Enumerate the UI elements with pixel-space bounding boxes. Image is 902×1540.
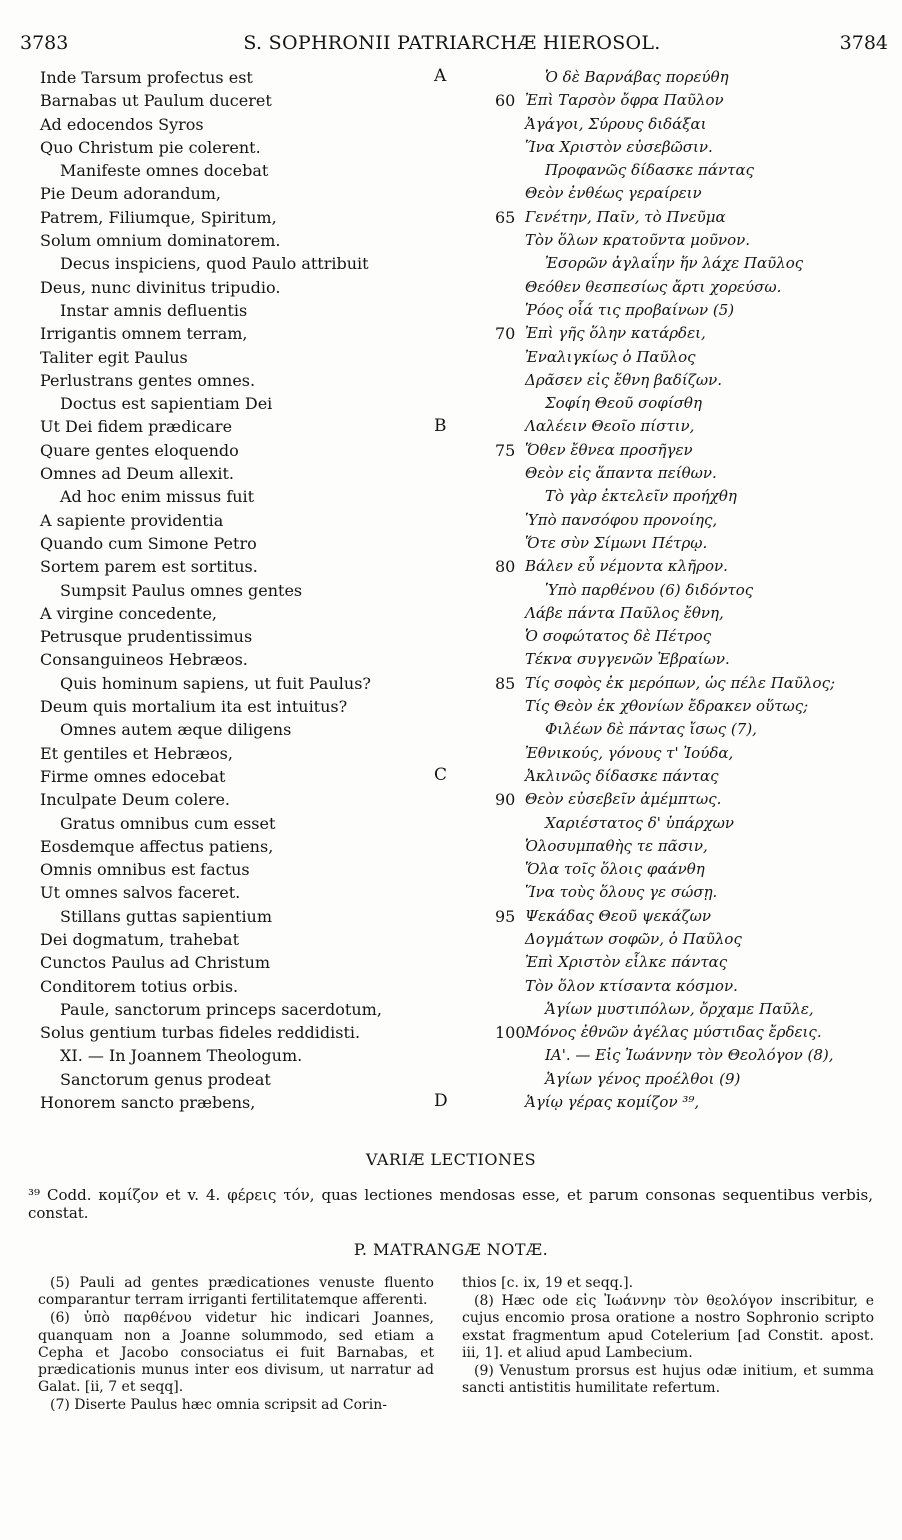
greek-verse-text: Τίς σοφὸς ἐκ μερόπων, ὡς πέλε Παῦλος;	[525, 673, 836, 692]
greek-verse-text: Ἵνα τοὺς ὅλους γε σώσῃ.	[525, 883, 718, 902]
latin-line: Sumpsit Paulus omnes gentes	[60, 580, 303, 600]
greek-line	[495, 1068, 895, 1091]
latin-line: Quo Christum pie colerent.	[40, 137, 261, 157]
greek-line	[495, 648, 895, 671]
greek-verse-text: Τέκνα συγγενῶν Ἑβραίων.	[525, 650, 730, 669]
latin-line: Doctus est sapientiam Dei	[60, 394, 273, 414]
notes-right-column	[462, 1275, 874, 1398]
greek-line	[495, 346, 895, 369]
greek-verse-text: Ὁ δὲ Βαρνάβας πορεύθη	[545, 68, 729, 86]
greek-verse-text: Ἐπὶ Ταρσὸν ὄφρα Παῦλον	[525, 91, 724, 110]
greek-line	[495, 765, 895, 788]
verse-number: 75	[495, 440, 516, 460]
greek-verse-text: Ἐπὶ γῆς ὅλην κατάρδει,	[525, 324, 706, 343]
greek-line	[495, 485, 895, 508]
note-continuation: thios [c. ix, 19 et seqq.].	[462, 1275, 634, 1291]
note: (7) Diserte Paulus hæc omnia scripsit ad Corin-	[50, 1397, 387, 1414]
verse-number: 65	[495, 207, 516, 227]
note: (9) Venustum prorsus est hujus odæ initium, et summa sancti antistitis humilitate refertum.	[462, 1363, 874, 1397]
latin-line: Perlustrans gentes omnes.	[40, 370, 256, 390]
latin-line: Omnes autem æque diligens	[60, 720, 292, 740]
greek-verse-text: Θεὸν ἐνθέως γεραίρειν	[525, 184, 702, 203]
greek-line	[495, 695, 895, 718]
greek-verse-text: Ὅθεν ἔθνεα προσῆγεν	[525, 440, 693, 459]
latin-line: A sapiente providentia	[40, 510, 224, 530]
greek-line	[495, 625, 895, 648]
verse-number: 85	[495, 673, 516, 693]
latin-line: Decus inspiciens, quod Paulo attribuit	[60, 254, 369, 274]
greek-line	[495, 159, 895, 182]
margin-marker: A	[434, 66, 447, 86]
greek-line	[495, 369, 895, 392]
greek-verse-text: Λαλέειν Θεοῖο πίστιν,	[525, 417, 695, 436]
greek-verse-text: Ὅλα τοῖς ὅλοις φαάνθη	[525, 860, 705, 879]
greek-line	[495, 113, 895, 136]
greek-line	[495, 136, 895, 159]
note: (8) Hæc ode εἰς Ἰωάννην τὸν θεολόγον inscribitur, e cujus encomio prosa oratione a nostro Sophronio scripto exstat fragmentum apud Cotelerium [ad Constit. apost. iii, 1]. et aliud apud Lambecium.	[462, 1293, 874, 1361]
greek-column	[495, 66, 895, 1114]
latin-line: Et gentiles et Hebræos,	[40, 743, 233, 763]
greek-verse-text: Ἵνα Χριστὸν εὐσεβῶσιν.	[525, 137, 713, 156]
verse-number: 70	[495, 324, 516, 344]
latin-line: Quare gentes eloquendo	[40, 440, 239, 460]
latin-line: Honorem sancto præbens,	[40, 1093, 256, 1113]
greek-verse-text: ΙΑ'. — Εἰς Ἰωάννην τὸν Θεολόγον (8),	[545, 1046, 834, 1065]
verse-number: 90	[495, 790, 516, 810]
latin-line: Barnabas ut Paulum duceret	[40, 91, 272, 111]
latin-line: Eosdemque affectus patiens,	[40, 836, 274, 856]
greek-line	[495, 881, 895, 904]
greek-verse-text: Χαριέστατος δ' ὑπάρχων	[545, 813, 735, 832]
latin-line: Stillans guttas sapientium	[60, 906, 273, 926]
greek-line	[495, 975, 895, 998]
greek-verse-text: Ῥόος οἷά τις προβαίνων (5)	[525, 300, 735, 319]
greek-line	[495, 532, 895, 555]
greek-verse-text: Δρᾶσεν εἰς ἔθνη βαδίζων.	[525, 370, 722, 389]
greek-line	[495, 229, 895, 252]
greek-line	[495, 905, 895, 928]
latin-line: Ut omnes salvos faceret.	[40, 883, 241, 903]
greek-line	[495, 415, 895, 438]
greek-line	[495, 322, 895, 345]
greek-line	[495, 206, 895, 229]
latin-line: Ad edocendos Syros	[40, 114, 204, 134]
note: (6) ὑπὸ παρθένου videtur hic indicari Joannes, quanquam non a Joanne solummodo, sed etiam a Cepha et Jacobo consociatus ei fuit Barnabas, et prædicationis munus inter eos divisum, ut narratur ad Galat. [ii, 7 et seqq].	[38, 1310, 434, 1396]
greek-verse-text: Ψεκάδας Θεοῦ ψεκάζων	[525, 906, 712, 925]
greek-verse-text: Τὸ γὰρ ἐκτελεῖν προήχθη	[545, 487, 737, 506]
greek-line	[495, 812, 895, 835]
latin-line: Taliter egit Paulus	[40, 347, 188, 367]
verse-number: 100	[495, 1023, 526, 1043]
greek-line	[495, 1021, 895, 1044]
latin-line: Firme omnes edocebat	[40, 766, 226, 786]
greek-verse-text: Ἀγάγοι, Σύρους διδάξαι	[525, 114, 707, 133]
greek-line	[495, 182, 895, 205]
latin-line: Irrigantis omnem terram,	[40, 324, 248, 344]
margin-marker: D	[434, 1091, 448, 1112]
latin-line: Petrusque prudentissimus	[40, 627, 253, 647]
verse-number: 80	[495, 557, 516, 577]
variae-heading: VARIÆ LECTIONES	[365, 1150, 537, 1169]
greek-verse-text: Ὑπὸ παρθένου (6) διδόντος	[545, 580, 754, 599]
greek-line	[495, 392, 895, 415]
latin-line: Sanctorum genus prodeat	[60, 1069, 271, 1089]
running-title: S. SOPHRONII PATRIARCHÆ HIEROSOL.	[243, 32, 661, 54]
greek-verse-text: Ὁ σοφώτατος δὲ Πέτρος	[525, 627, 712, 646]
latin-line: Ad hoc enim missus fuit	[60, 487, 255, 507]
greek-verse-text: Ἀκλινῶς δίδασκε πάντας	[525, 766, 719, 785]
greek-verse-text: Δογμάτων σοφῶν, ὁ Παῦλος	[525, 929, 742, 948]
latin-line: Sortem parem est sortitus.	[40, 557, 258, 577]
greek-verse-text: Θεὸν εὐσεβεῖν ἀμέμπτως.	[525, 790, 722, 809]
latin-line: Omnes ad Deum allexit.	[40, 464, 234, 484]
page-number-left: 3783	[20, 32, 69, 54]
margin-marker: C	[434, 765, 448, 785]
notes-heading: P. MATRANGÆ NOTÆ.	[353, 1240, 549, 1259]
greek-verse-text: Ὑπὸ πανσόφου προνοίης,	[525, 510, 718, 529]
latin-line: Quando cum Simone Petro	[40, 533, 257, 553]
variae-text: ³⁹ Codd. κομίζον et v. 4. φέρεις τόν, quas lectiones mendosas esse, et parum consonas sequentibus verbis, constat.	[28, 1186, 873, 1222]
greek-line	[495, 509, 895, 532]
greek-verse-text: Ἐθνικούς, γόνους τ' Ἰούδα,	[525, 743, 734, 762]
verse-number: 95	[495, 906, 516, 926]
greek-line	[495, 951, 895, 974]
greek-verse-text: Βάλεν εὖ νέμοντα κλῆρον.	[525, 557, 728, 576]
page-number-right: 3784	[839, 32, 888, 54]
greek-line	[495, 276, 895, 299]
greek-line	[495, 858, 895, 881]
latin-line: Patrem, Filiumque, Spiritum,	[40, 207, 277, 227]
greek-verse-text: Τὸν ὅλον κτίσαντα κόσμον.	[525, 976, 738, 995]
greek-verse-text: Ἐναλιγκίως ὁ Παῦλος	[525, 347, 696, 366]
greek-verse-text: Ὁλοσυμπαθὴς τε πᾶσιν,	[525, 836, 708, 855]
greek-line	[495, 1091, 895, 1114]
latin-line: Solus gentium turbas fideles reddidisti.	[40, 1023, 361, 1043]
latin-line: Pie Deum adorandum,	[40, 184, 222, 204]
greek-line	[495, 835, 895, 858]
greek-line	[495, 788, 895, 811]
greek-verse-text: Γενέτην, Παῖν, τὸ Πνεῦμα	[525, 207, 726, 226]
latin-line: Deus, nunc divinitus tripudio.	[40, 277, 281, 297]
greek-line	[495, 602, 895, 625]
latin-line: Quis hominum sapiens, ut fuit Paulus?	[60, 673, 371, 693]
latin-line: Conditorem totius orbis.	[40, 976, 239, 996]
greek-verse-text: Λάβε πάντα Παῦλος ἔθνη,	[525, 603, 724, 622]
notes-left-column	[38, 1275, 434, 1416]
latin-line: Cunctos Paulus ad Christum	[40, 953, 271, 973]
note: (5) Pauli ad gentes prædicationes venuste fluento comparantur terram irriganti fertilitatemque afferenti.	[38, 1275, 434, 1309]
verse-number: 60	[495, 91, 516, 111]
greek-line	[495, 672, 895, 695]
greek-verse-text: Μόνος ἐθνῶν ἀγέλας μύστιδας ἔρδεις.	[525, 1023, 822, 1042]
latin-column	[40, 66, 440, 1114]
greek-line	[495, 718, 895, 741]
greek-line	[495, 439, 895, 462]
latin-line: Omnis omnibus est factus	[40, 860, 250, 880]
greek-verse-text: Ἁγίῳ γέρας κομίζον ³⁹,	[525, 1093, 700, 1112]
greek-verse-text: Προφανῶς δίδασκε πάντας	[545, 161, 754, 180]
greek-line	[495, 579, 895, 602]
greek-verse-text: Σοφίη Θεοῦ σοφίσθη	[545, 394, 702, 413]
greek-line	[495, 89, 895, 112]
latin-line: Solum omnium dominatorem.	[40, 231, 281, 251]
greek-verse-text: Ὅτε σὺν Σίμωνι Πέτρῳ.	[525, 533, 708, 552]
greek-verse-text: Τὸν ὅλων κρατοῦντα μοῦνον.	[525, 231, 751, 250]
latin-line: Gratus omnibus cum esset	[60, 813, 276, 833]
greek-line	[495, 742, 895, 765]
greek-line	[495, 928, 895, 951]
greek-verse-text: Θεόθεν θεσπεσίως ἄρτι χορεύσω.	[525, 277, 782, 296]
latin-line: Inculpate Deum colere.	[40, 790, 231, 810]
latin-line: Manifeste omnes docebat	[60, 161, 269, 181]
greek-line	[495, 555, 895, 578]
latin-line: A virgine concedente,	[40, 603, 217, 623]
greek-verse-text: Θεὸν εἰς ἅπαντα πείθων.	[525, 464, 717, 483]
latin-line: Paule, sanctorum princeps sacerdotum,	[60, 999, 382, 1019]
greek-line	[495, 998, 895, 1021]
page-header	[16, 32, 888, 58]
margin-marker: B	[434, 415, 447, 436]
greek-verse-text: Ἁγίων μυστιπόλων, ὄρχαμε Παῦλε,	[545, 999, 814, 1018]
latin-line: XI. — In Joannem Theologum.	[60, 1046, 303, 1066]
greek-verse-text: Ἐπὶ Χριστὸν εἷλκε πάντας	[525, 953, 728, 972]
greek-verse-text: Φιλέων δὲ πάντας ἴσως (7),	[545, 720, 757, 739]
greek-verse-text: Ἐσορῶν ἀγλαΐην ἥν λάχε Παῦλος	[545, 254, 804, 273]
greek-verse-text: Ἁγίων γένος προέλθοι (9)	[545, 1069, 741, 1088]
latin-line: Deum quis mortalium ita est intuitus?	[40, 697, 348, 717]
latin-line: Ut Dei fidem prædicare	[40, 417, 233, 437]
greek-line	[495, 299, 895, 322]
greek-line	[495, 66, 895, 89]
greek-line	[495, 252, 895, 275]
latin-line: Consanguineos Hebræos.	[40, 650, 248, 670]
latin-line: Instar amnis defluentis	[60, 300, 248, 320]
greek-verse-text: Τίς Θεὸν ἐκ χθονίων ἔδρακεν οὕτως;	[525, 697, 809, 716]
latin-line: Dei dogmatum, trahebat	[40, 929, 240, 949]
latin-line: Inde Tarsum profectus est	[40, 68, 253, 87]
greek-line	[495, 1044, 895, 1067]
greek-line	[495, 462, 895, 485]
